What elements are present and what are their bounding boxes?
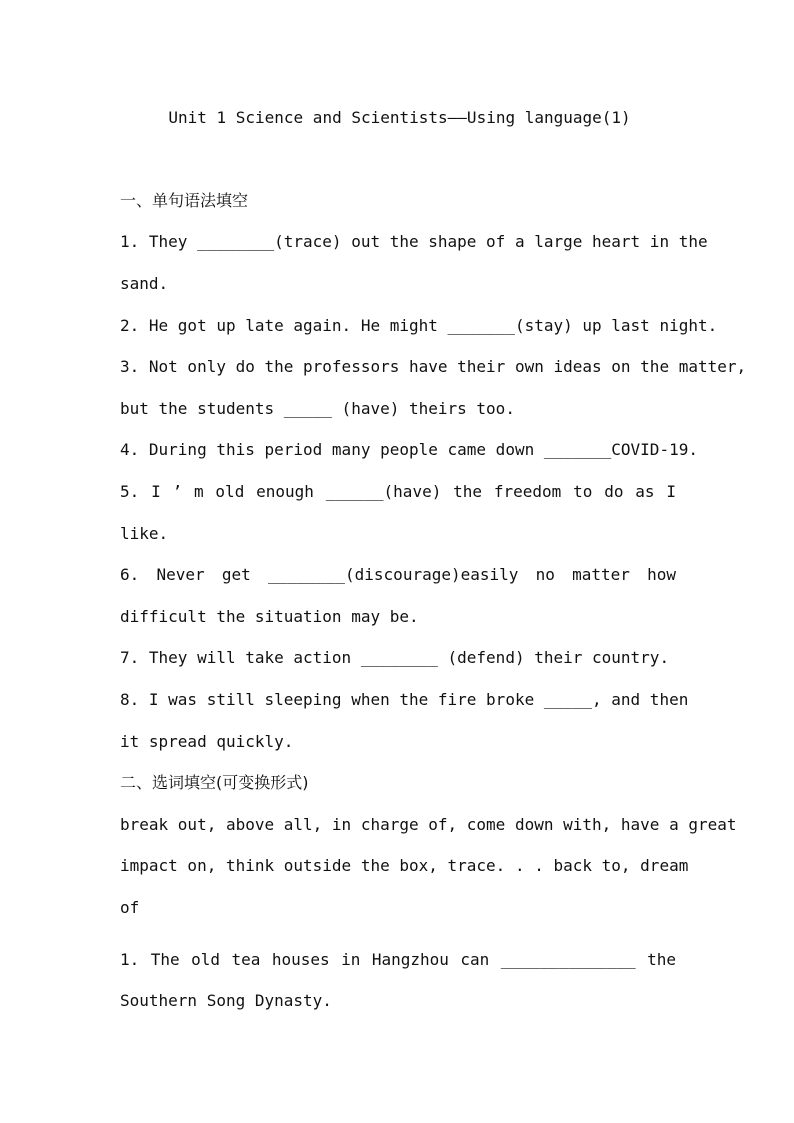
question-line: 2. He got up late again. He might _______(stay) up last night.	[120, 316, 718, 335]
question-line: like.	[120, 524, 169, 543]
question-line: 1. The old tea houses in Hangzhou can ______________ the	[120, 950, 676, 969]
question-line: 5. I ’ m old enough ______(have) the freedom to do as I	[120, 482, 676, 501]
question-line: difficult the situation may be.	[120, 607, 419, 626]
section-1-heading: 一、单句语法填空	[120, 191, 249, 210]
question-line: 8. I was still sleeping when the fire broke _____, and then	[120, 690, 689, 709]
word-bank-line: impact on, think outside the box, trace. . . back to, dream	[120, 856, 689, 875]
question-line: but the students _____ (have) theirs too.	[120, 399, 515, 418]
question-line: 3. Not only do the professors have their own ideas on the matter,	[120, 357, 747, 376]
word-bank-line: of	[120, 898, 140, 917]
question-line: Southern Song Dynasty.	[120, 991, 332, 1010]
question-line: 4. During this period many people came down _______COVID-19.	[120, 440, 698, 459]
section-2-heading: 二、选词填空(可变换形式)	[120, 773, 309, 792]
question-line: 6. Never get ________(discourage)easily no matter how	[120, 565, 676, 584]
question-line: 7. They will take action ________ (defend) their country.	[120, 648, 670, 667]
question-line: sand.	[120, 274, 169, 293]
word-bank-line: break out, above all, in charge of, come down with, have a great	[120, 815, 737, 834]
page-title: Unit 1 Science and Scientists——Using language(1)	[168, 108, 631, 127]
question-line: it spread quickly.	[120, 732, 294, 751]
question-line: 1. They ________(trace) out the shape of a large heart in the	[120, 232, 708, 251]
